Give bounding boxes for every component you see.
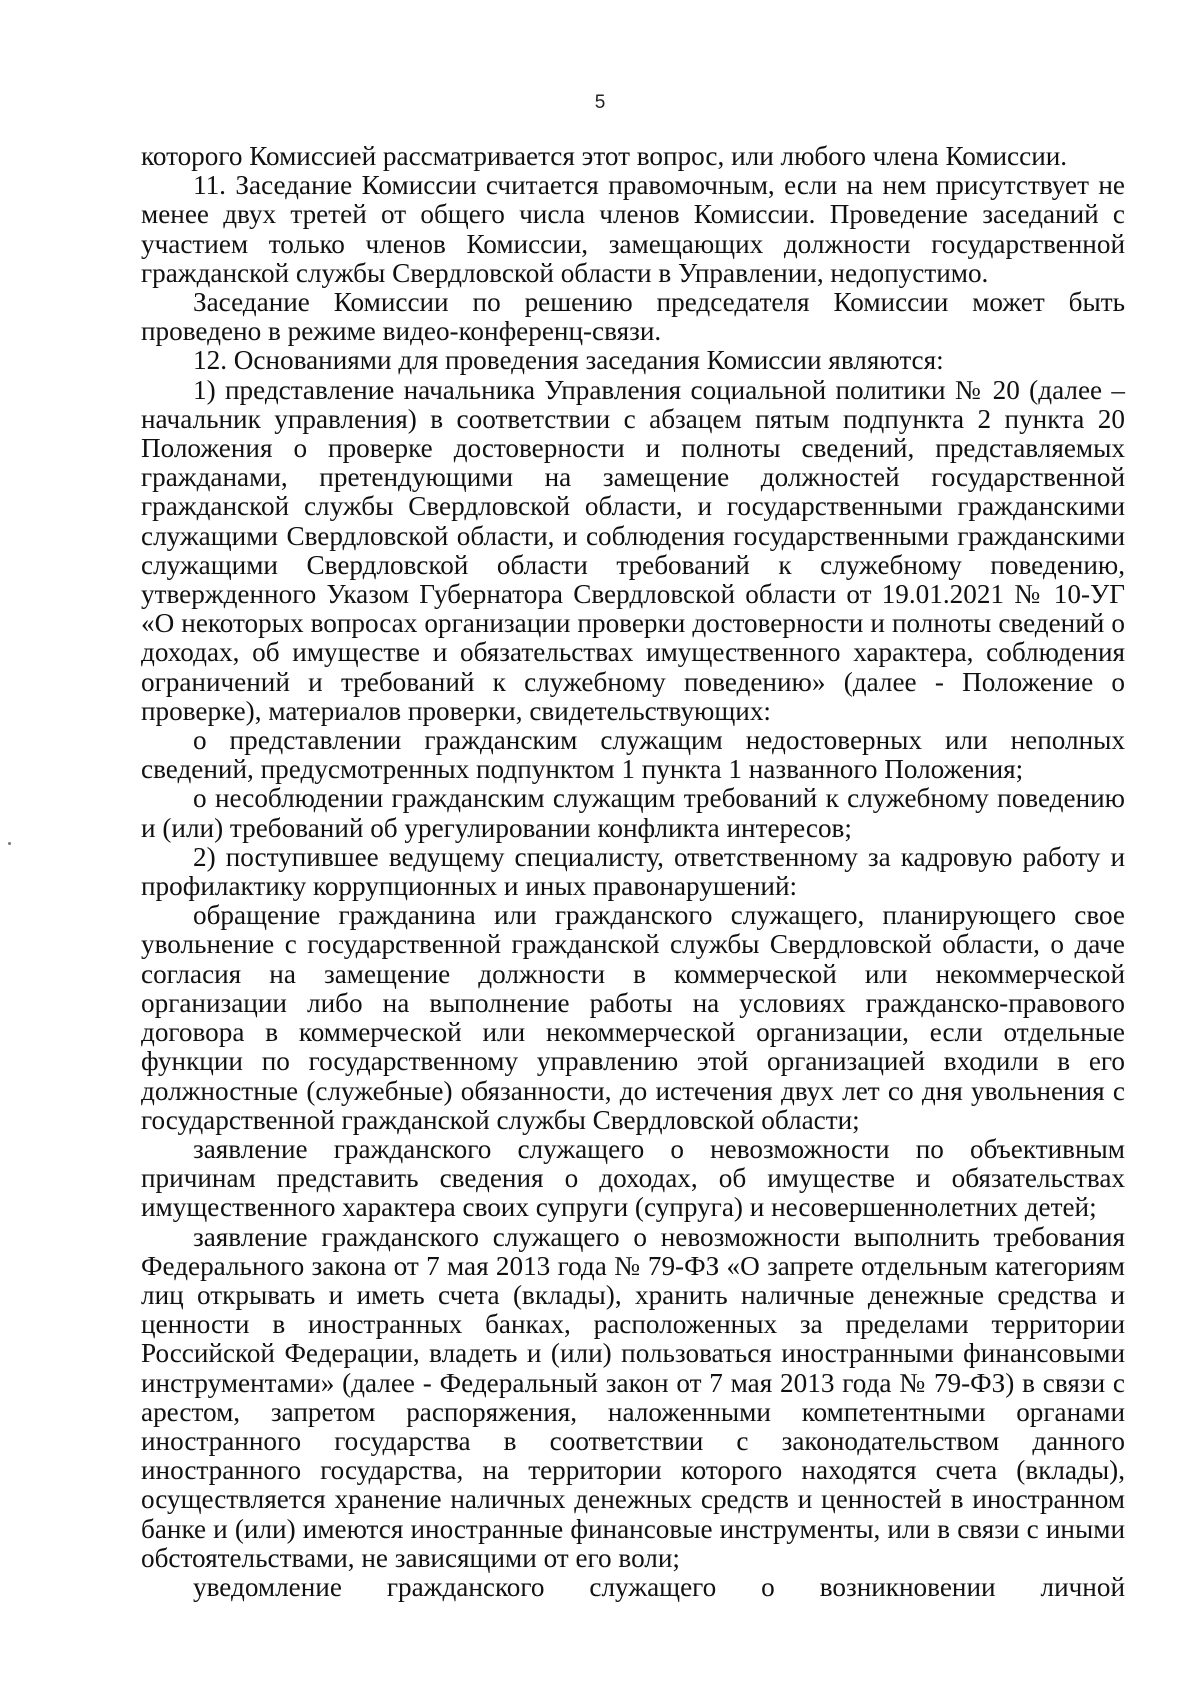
- paragraph-continuation: которого Комиссией рассматривается этот вопрос, или любого члена Комиссии.: [141, 141, 1068, 171]
- paragraph-item-12: 12. Основаниями для проведения заседания Комиссии являются:: [193, 345, 944, 376]
- paragraph-non-compliance: о несоблюдении гражданским служащим требований к служебному поведению и (или) требований об урегулировании конфликта интересов;: [141, 783, 1125, 843]
- margin-dot: [8, 842, 11, 845]
- document-body: [141, 142, 1125, 1602]
- paragraph-video-conference: Заседание Комиссии по решению председателя Комиссии может быть проведено в режиме видео-конференц-связи.: [141, 287, 1125, 347]
- paragraph-item-11: 11. Заседание Комиссии считается правомочным, если на нем присутствует не менее двух третей от общего числа членов Комиссии. Проведение заседаний с участием только членов Комиссии, замещающих должности государственной гражданской службы Свердловской области в Управлении, недопустимо.: [141, 170, 1125, 288]
- paragraph-subitem-1: 1) представление начальника Управления социальной политики № 20 (далее – начальник управления) в соответствии с абзацем пятым подпункта 2 пункта 20 Положения о проверке достоверности и полноты сведений, представляемых гражданами, претендующими на замещение должностей государственной гражданской службы Свердловской области, и государственными гражданскими служащими Свердловской области, и соблюдения государственными гражданскими служащими Свердловской области требований к служебному поведению, утвержденного Указом Губернатора Свердловской области от 19.01.2021 № 10-УГ «О некоторых вопросах организации проверки достоверности и полноты сведений о доходах, об имуществе и обязательствах имущественного характера, соблюдения ограничений и требований к служебному поведению» (далее - Положение о проверке), материалов проверки, свидетельствующих:: [141, 374, 1125, 726]
- paragraph-income-statement: заявление гражданского служащего о невозможности по объективным причинам представить сведения о доходах, об имуществе и обязательствах имущественного характера своих супруги (супруга) и несовершеннолетних детей;: [141, 1133, 1125, 1223]
- paragraph-appeal: обращение гражданина или гражданского служащего, планирующего свое увольнение с государственной гражданской службы Свердловской области, о даче согласия на замещение должности в коммерческой или некоммерческой организации либо на выполнение работы на условиях гражданско-правового договора в коммерческой или некоммерческой организации, если отдельные функции по государственному управлению этой организацией входили в его должностные (служебные) обязанности, до истечения двух лет со дня увольнения с государственной гражданской службы Свердловской области;: [141, 900, 1125, 1135]
- paragraph-foreign-accounts: заявление гражданского служащего о невозможности выполнить требования Федерального закона от 7 мая 2013 года № 79-ФЗ «О запрете отдельным категориям лиц открывать и иметь счета (вклады), хранить наличные денежные средства и ценности в иностранных банках, расположенных за пределами территории Российской Федерации, владеть и (или) пользоваться иностранными финансовыми инструментами» (далее - Федеральный закон от 7 мая 2013 года № 79-ФЗ) в связи с арестом, запретом распоряжения, наложенными компетентными органами иностранного государства в соответствии с законодательством данного иностранного государства, на территории которого находятся счета (вклады), осуществляется хранение наличных денежных средств и ценностей в иностранном банке и (или) имеются иностранные финансовые инструменты, или в связи с иными обстоятельствами, не зависящими от его воли;: [141, 1221, 1125, 1573]
- paragraph-subitem-2: 2) поступившее ведущему специалисту, ответственному за кадровую работу и профилактику коррупционных и иных правонарушений:: [141, 841, 1125, 902]
- page-number: 5: [594, 92, 606, 113]
- paragraph-notification: уведомление гражданского служащего о возникновении личной: [193, 1571, 1125, 1602]
- paragraph-false-information: о представлении гражданским служащим недостоверных или неполных сведений, предусмотренных подпунктом 1 пункта 1 названного Положения;: [141, 725, 1125, 785]
